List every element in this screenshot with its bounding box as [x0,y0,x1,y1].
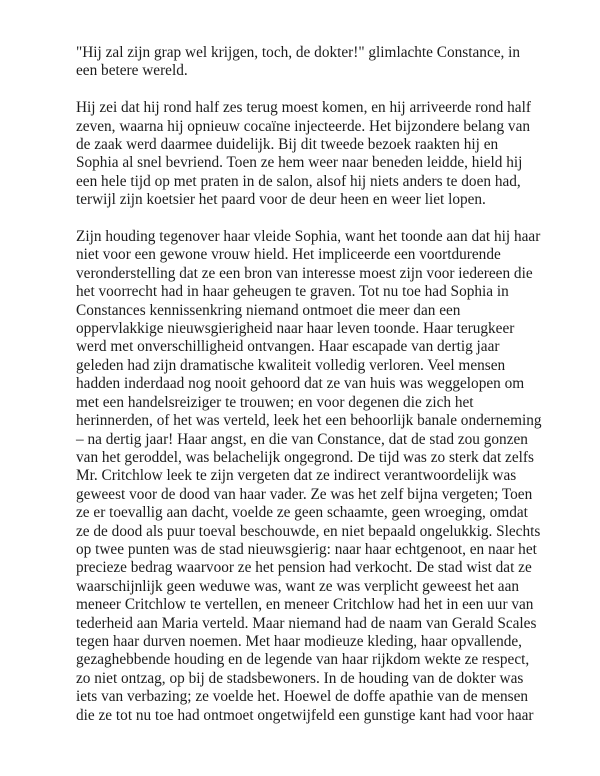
text-line: terwijl zijn koetsier het paard voor de deur heen en weer liet lopen. [76,191,486,209]
text-line: – na dertig jaar! Haar angst, en die van Constance, dat de stad zou gonzen [76,430,528,448]
text-line: precieze bedrag waarvoor ze het pension had verkocht. De stad wist dat ze [76,559,532,577]
text-line: van het geroddel, was belachelijk ongegrond. De tijd was zo sterk dat zelfs [76,448,534,466]
text-line: herinnerden, of het was verteld, leek het een behoorlijk banale onderneming [76,412,542,430]
text-line: een hele tijd op met praten in de salon, alsof hij niets anders te doen had, [76,172,521,190]
text-line: zo niet ontzag, op bij de stadsbewoners. In de houding van de dokter was [76,669,524,687]
text-line: "Hij zal zijn grap wel krijgen, toch, de dokter!" glimlachte Constance, in [76,44,521,61]
text-line: gezaghebbende houding en de legende van haar rijkdom wekte ze respect, [76,651,530,669]
text-line: werd met onverschilligheid ontvangen. Haar escapade van dertig jaar [76,338,500,356]
text-line: Sophia al snel bevriend. Toen ze hem weer naar beneden leidde, hield hij [76,154,523,172]
text-line: oppervlakkige nieuwsgierigheid naar haar leven toonde. Haar terugkeer [76,320,515,338]
text-line: tederheid aan Maria verteld. Maar niemand had de naam van Gerald Scales [76,614,537,632]
text-line: op twee punten was de stad nieuwsgierig: naar haar echtgenoot, en naar het [76,540,537,558]
text-line: meneer Critchlow te vertellen, en meneer Critchlow had het in een uur van [76,596,534,614]
text-line: het voorrecht had in haar geheugen te graven. Tot nu toe had Sophia in [76,283,509,301]
paragraph [76,44,528,81]
text-line: iets van verbazing; ze voelde het. Hoewel de doffe apathie van de mensen [76,688,529,706]
text-line: tegen haar durven noemen. Met haar modieuze kleding, haar opvallende, [76,632,522,650]
paragraph [76,99,531,209]
text-line: Constances kennissenkring niemand ontmoet die meer dan een [76,301,461,319]
text-line: ze er toevallig aan dacht, voelde ze geen schaamte, geen wroeging, omdat [76,504,528,522]
text-line: die ze tot nu toe had ontmoet ongetwijfeld een gunstige kant had voor haar [76,706,534,724]
text-line: ze de dood als puur toeval beschouwde, en niet bepaald ongelukkig. Slechts [76,522,541,540]
text-line: Zijn houding tegenover haar vleide Sophia, want het toonde aan dat hij haar [76,228,541,246]
text-line: geleden had zijn dramatische kwaliteit volledig verloren. Veel mensen [76,356,506,374]
text-line: waarschijnlijk geen weduwe was, want ze was verplicht geweest het aan [76,577,520,595]
text-line: met een handelsreiziger te trouwen; en voor degenen die zich het [76,393,474,411]
text-line: niet voor een gewone vrouw hield. Het impliceerde een voortdurende [76,246,501,264]
text-line: Mr. Critchlow leek te zijn vergeten dat ze indirect verantwoordelijk was [76,467,517,485]
text-line: geweest voor de dood van haar vader. Ze was het zelf bijna vergeten; Toen [76,485,533,503]
text-line: zeven, waarna hij opnieuw cocaïne injecteerde. Het bijzondere belang van [76,117,531,135]
paragraph [76,228,542,725]
text-line: een betere wereld. [76,62,188,80]
text-line: hadden inderdaad nog nooit gehoord dat ze van huis was weggelopen om [76,375,525,393]
text-line: Hij zei dat hij rond half zes terug moest komen, en hij arriveerde rond half [76,99,531,117]
text-line: veronderstelling dat ze een bron van interesse moest zijn voor iedereen die [76,264,533,282]
text-line: de zaak werd daarmee duidelijk. Bij dit tweede bezoek raakten hij en [76,136,499,154]
